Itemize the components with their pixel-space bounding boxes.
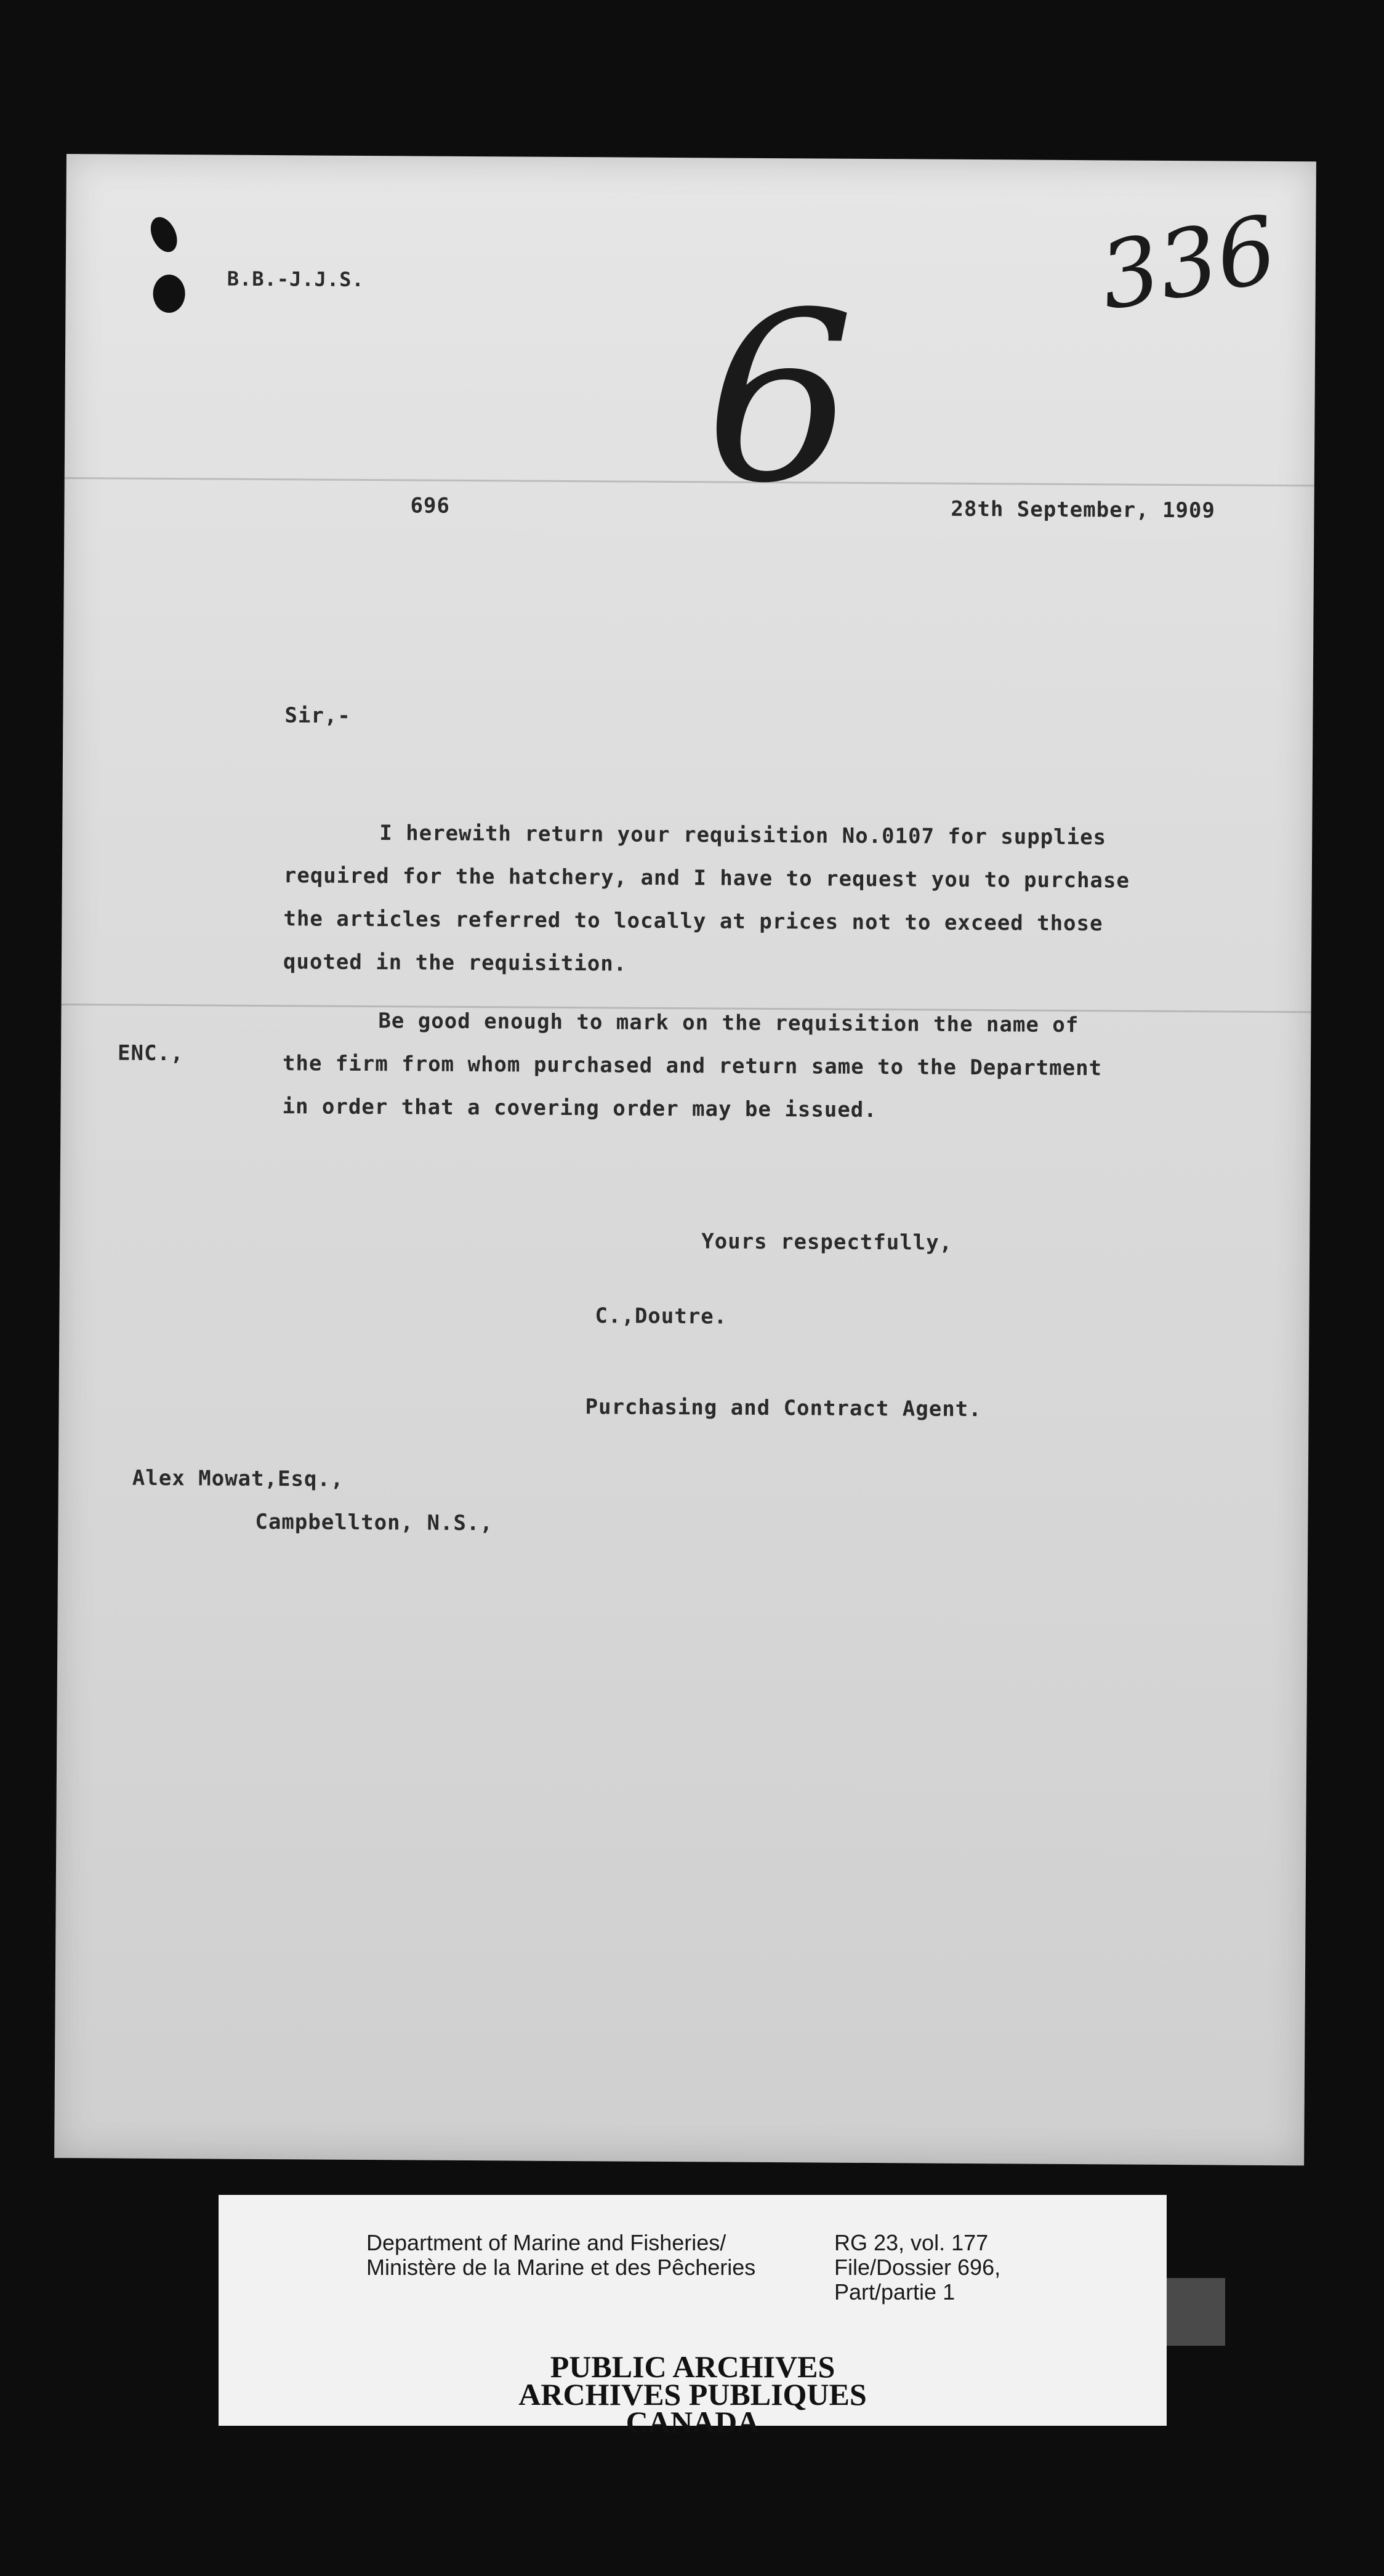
department-line: Department of Marine and Fisheries/ <box>366 2230 726 2255</box>
body-line: quoted in the requisition. <box>283 949 627 976</box>
closing: Yours respectfully, <box>701 1229 953 1255</box>
punch-hole <box>153 275 185 313</box>
file-mark: 6 <box>704 261 855 535</box>
signer-name: C.,Doutre. <box>595 1303 728 1329</box>
label-clip <box>1157 2278 1225 2346</box>
letter-date: 28th September, 1909 <box>951 496 1216 523</box>
file-number: 696 <box>410 493 451 518</box>
archives-stamp-line: PUBLIC ARCHIVES <box>550 2349 835 2384</box>
addressee-place: Campbellton, N.S., <box>255 1509 494 1536</box>
reference-initials: B.B.-J.J.S. <box>227 267 364 291</box>
archive-label <box>219 2195 1167 2439</box>
body-line: required for the hatchery, and I have to request you to purchase <box>283 863 1130 893</box>
enclosure-note: ENC., <box>117 1040 184 1066</box>
record-group-line: RG 23, vol. 177 <box>834 2230 989 2255</box>
part-line: Part/partie 1 <box>834 2279 956 2304</box>
archives-stamp-line: ARCHIVES PUBLIQUES <box>518 2377 867 2412</box>
department-line: Ministère de la Marine et des Pêcheries <box>366 2255 756 2280</box>
addressee-name: Alex Mowat,Esq., <box>132 1465 344 1492</box>
fold-line <box>65 477 1314 486</box>
body-line: Be good enough to mark on the requisition the name of <box>378 1008 1079 1038</box>
salutation: Sir,- <box>284 703 351 728</box>
archives-stamp-line: CANADA <box>626 2405 760 2439</box>
body-line: I herewith return your requisition No.0107 for supplies <box>379 821 1107 850</box>
body-line: the articles referred to locally at prices not to exceed those <box>283 906 1103 936</box>
body-line: in order that a covering order may be issued. <box>282 1094 877 1123</box>
body-line: the firm from whom purchased and return same to the Department <box>282 1051 1103 1081</box>
punch-hole <box>145 213 182 256</box>
file-dossier-line: File/Dossier 696, <box>834 2255 1001 2280</box>
archive-page-number: 336 <box>1092 196 1284 331</box>
signer-title: Purchasing and Contract Agent. <box>585 1395 982 1422</box>
letter-page <box>54 154 1316 2165</box>
